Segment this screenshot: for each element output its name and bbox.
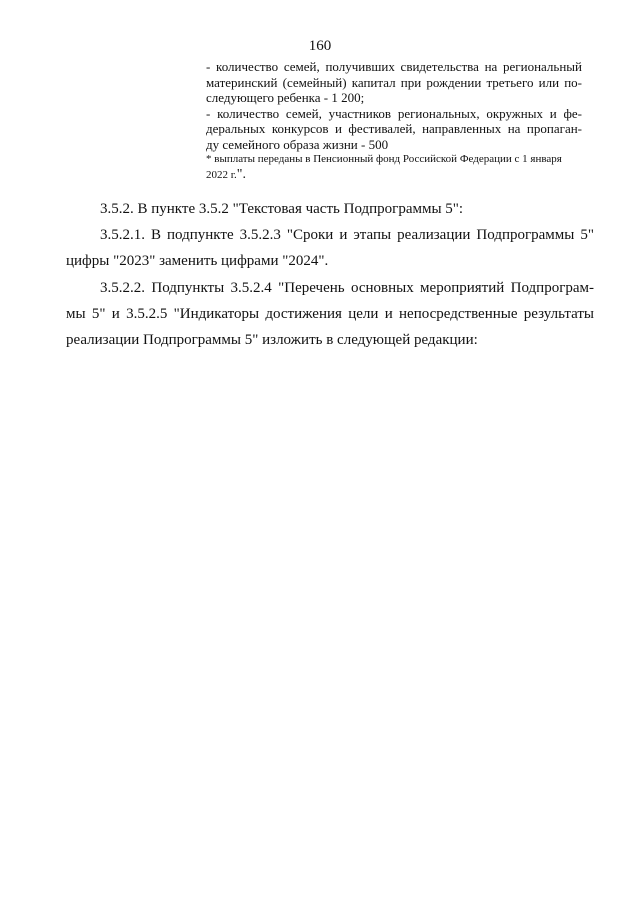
paragraph-3-5-2-2-line2: мы 5" и 3.5.2.5 "Индикаторы достижения цели и непосредственные результаты xyxy=(66,305,594,322)
footnote-year: 2022 г. xyxy=(206,169,237,181)
indicator-line: ду семейного образа жизни - 500 xyxy=(206,136,389,152)
indicator-line: следующего ребенка - 1 200; xyxy=(206,90,365,105)
paragraph-3-5-2-2-line1: 3.5.2.2. Подпункты 3.5.2.4 "Перечень основных мероприятий Подпрограм- xyxy=(100,279,594,296)
paragraph-3-5-2: 3.5.2. В пункте 3.5.2 "Текстовая часть Подпрограммы 5": xyxy=(100,201,464,217)
closing-quote: ". xyxy=(236,167,246,182)
paragraph-3-5-2-2-line3: реализации Подпрограммы 5" изложить в следующей редакции: xyxy=(66,332,478,349)
indicator-line: - количество семей, участников региональных, окружных и фе- xyxy=(206,105,582,121)
paragraph-3-5-2-1-line1: 3.5.2.1. В подпункте 3.5.2.3 "Сроки и этапы реализации Подпрограммы 5" xyxy=(100,227,594,244)
footnote-line: * выплаты переданы в Пенсионный фонд Российской Федерации с 1 января xyxy=(206,153,562,165)
body-text xyxy=(66,196,594,353)
paragraph-3-5-2-1-line2: цифры "2023" заменить цифрами "2024". xyxy=(66,253,329,270)
indicator-line: деральных конкурсов и фестивалей, направленных на пропаган- xyxy=(206,121,582,136)
page-number: 160 xyxy=(308,38,332,54)
footnote xyxy=(206,152,582,183)
indicator-line: - количество семей, получивших свидетельства на региональный xyxy=(206,59,582,74)
indicator-line: материнский (семейный) капитал при рождении третьего или по- xyxy=(206,74,582,90)
table-cell-indicators xyxy=(206,59,582,183)
